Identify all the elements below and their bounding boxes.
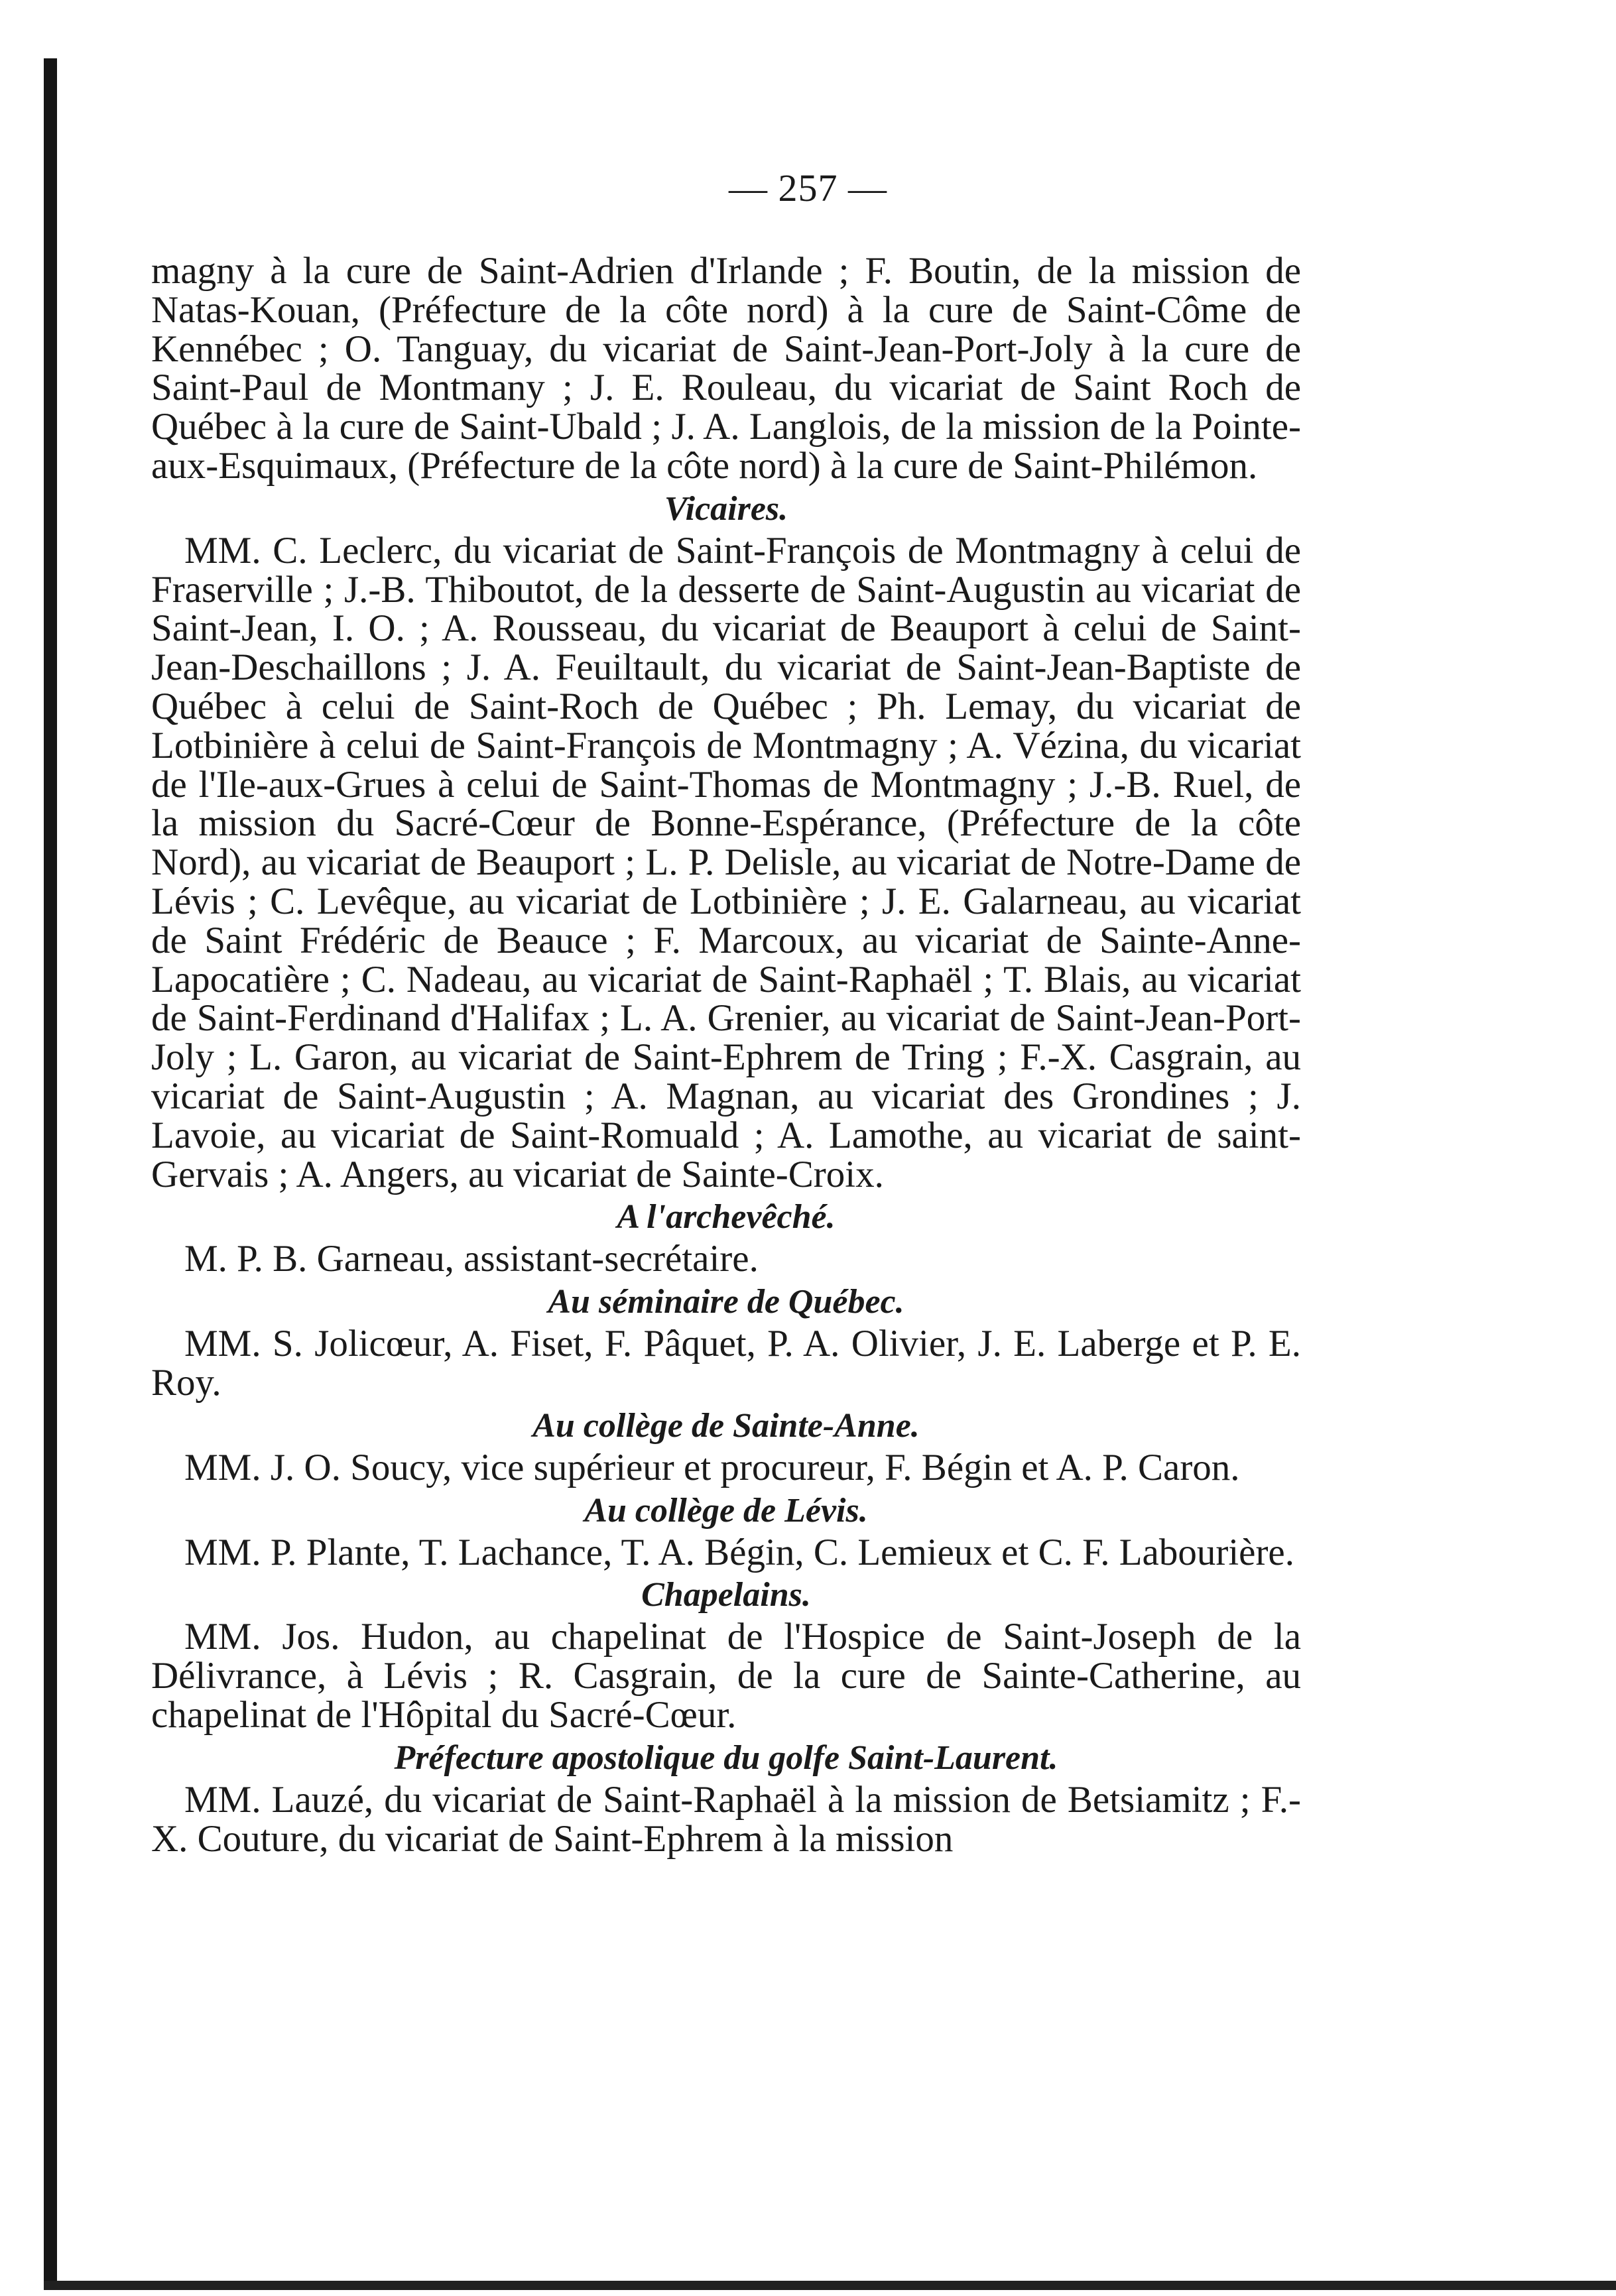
paragraph-archeveche: M. P. B. Garneau, assistant-secrétaire. xyxy=(184,1238,759,1280)
scan-left-edge xyxy=(44,58,57,2289)
heading-college-sainte-anne: Au collège de Sainte-Anne. xyxy=(532,1406,920,1445)
heading-prefecture: Préfecture apostolique du golfe Saint-Laurent. xyxy=(394,1738,1058,1777)
page-number: — 257 — xyxy=(729,166,887,210)
heading-college-levis: Au collège de Lévis. xyxy=(584,1491,868,1530)
heading-chapelains: Chapelains. xyxy=(641,1576,811,1614)
page-body xyxy=(151,252,1301,1858)
paragraph-seminaire: MM. S. Jolicœur, A. Fiset, F. Pâquet, P. A. Olivier, J. E. Laberge et P. E. Roy. xyxy=(151,1323,1301,1404)
paragraph-college-levis: MM. P. Plante, T. Lachance, T. A. Bégin, C. Lemieux et C. F. Labourière. xyxy=(184,1531,1294,1573)
paragraph-cures-continuation: magny à la cure de Saint-Adrien d'Irlande ; F. Boutin, de la mission de Natas-Kouan, (Préfecture de la côte nord) à la cure de Saint-Côme de Kennébec ; O. Tanguay, du vicariat de Saint-Jean-Port-Joly à la cure de Saint-Paul de Montmany ; J. E. Rouleau, du vicariat de Saint Roch de Québec à la cure de Saint-Ubald ; J. A. Langlois, de la mission de la Pointe-aux-Esquimaux, (Préfecture de la côte nord) à la cure de Saint-Philémon. xyxy=(151,250,1301,487)
paragraph-chapelains: MM. Jos. Hudon, au chapelinat de l'Hospice de Saint-Joseph de la Délivrance, à Lévis ; R. Casgrain, de la cure de Sainte-Catherine, au chapelinat de l'Hôpital du Sacré-Cœur. xyxy=(151,1616,1301,1736)
paragraph-prefecture: MM. Lauzé, du vicariat de Saint-Raphaël à la mission de Betsiamitz ; F.-X. Couture, du vicariat de Saint-Ephrem à la mission xyxy=(151,1778,1301,1860)
scan-bottom-edge xyxy=(44,2281,1616,2290)
heading-seminaire: Au séminaire de Québec. xyxy=(548,1283,904,1321)
paragraph-vicaires: MM. C. Leclerc, du vicariat de Saint-François de Montmagny à celui de Fraserville ; J.-B. Thiboutot, de la desserte de Saint-Augustin au vicariat de Saint-Jean, I. O. ; A. Rousseau, du vicariat de Beauport à celui de Saint-Jean-Deschaillons ; J. A. Feuiltault, du vicariat de Saint-Jean-Baptiste de Québec à celui de Saint-Roch de Québec ; Ph. Lemay, du vicariat de Lotbinière à celui de Saint-François de Montmagny ; A. Vézina, du vicariat de l'Ile-aux-Grues à celui de Saint-Thomas de Montmagny ; J.-B. Ruel, de la mission du Sacré-Cœur de Bonne-Espérance, (Préfecture de la côte Nord), au vicariat de Beauport ; L. P. Delisle, au vicariat de Notre-Dame de Lévis ; C. Levêque, au vicariat de Lotbinière ; J. E. Galarneau, au vicariat de Saint Frédéric de Beauce ; F. Marcoux, au vicariat de Sainte-Anne-Lapocatière ; C. Nadeau, au vicariat de Saint-Raphaël ; T. Blais, au vicariat de Saint-Ferdinand d'Halifax ; L. A. Grenier, au vicariat de Saint-Jean-Port-Joly ; L. Garon, au vicariat de Saint-Ephrem de Tring ; F.-X. Casgrain, au vicariat de Saint-Augustin ; A. Magnan, au vicariat des Grondines ; J. Lavoie, au vicariat de Saint-Romuald ; A. Lamothe, au vicariat de saint-Gervais ; A. Angers, au vicariat de Sainte-Croix. xyxy=(151,529,1301,1195)
heading-vicaires: Vicaires. xyxy=(664,489,788,528)
paragraph-college-sainte-anne: MM. J. O. Soucy, vice supérieur et procureur, F. Bégin et A. P. Caron. xyxy=(184,1446,1240,1488)
heading-archeveche: A l'archevêché. xyxy=(617,1198,836,1237)
